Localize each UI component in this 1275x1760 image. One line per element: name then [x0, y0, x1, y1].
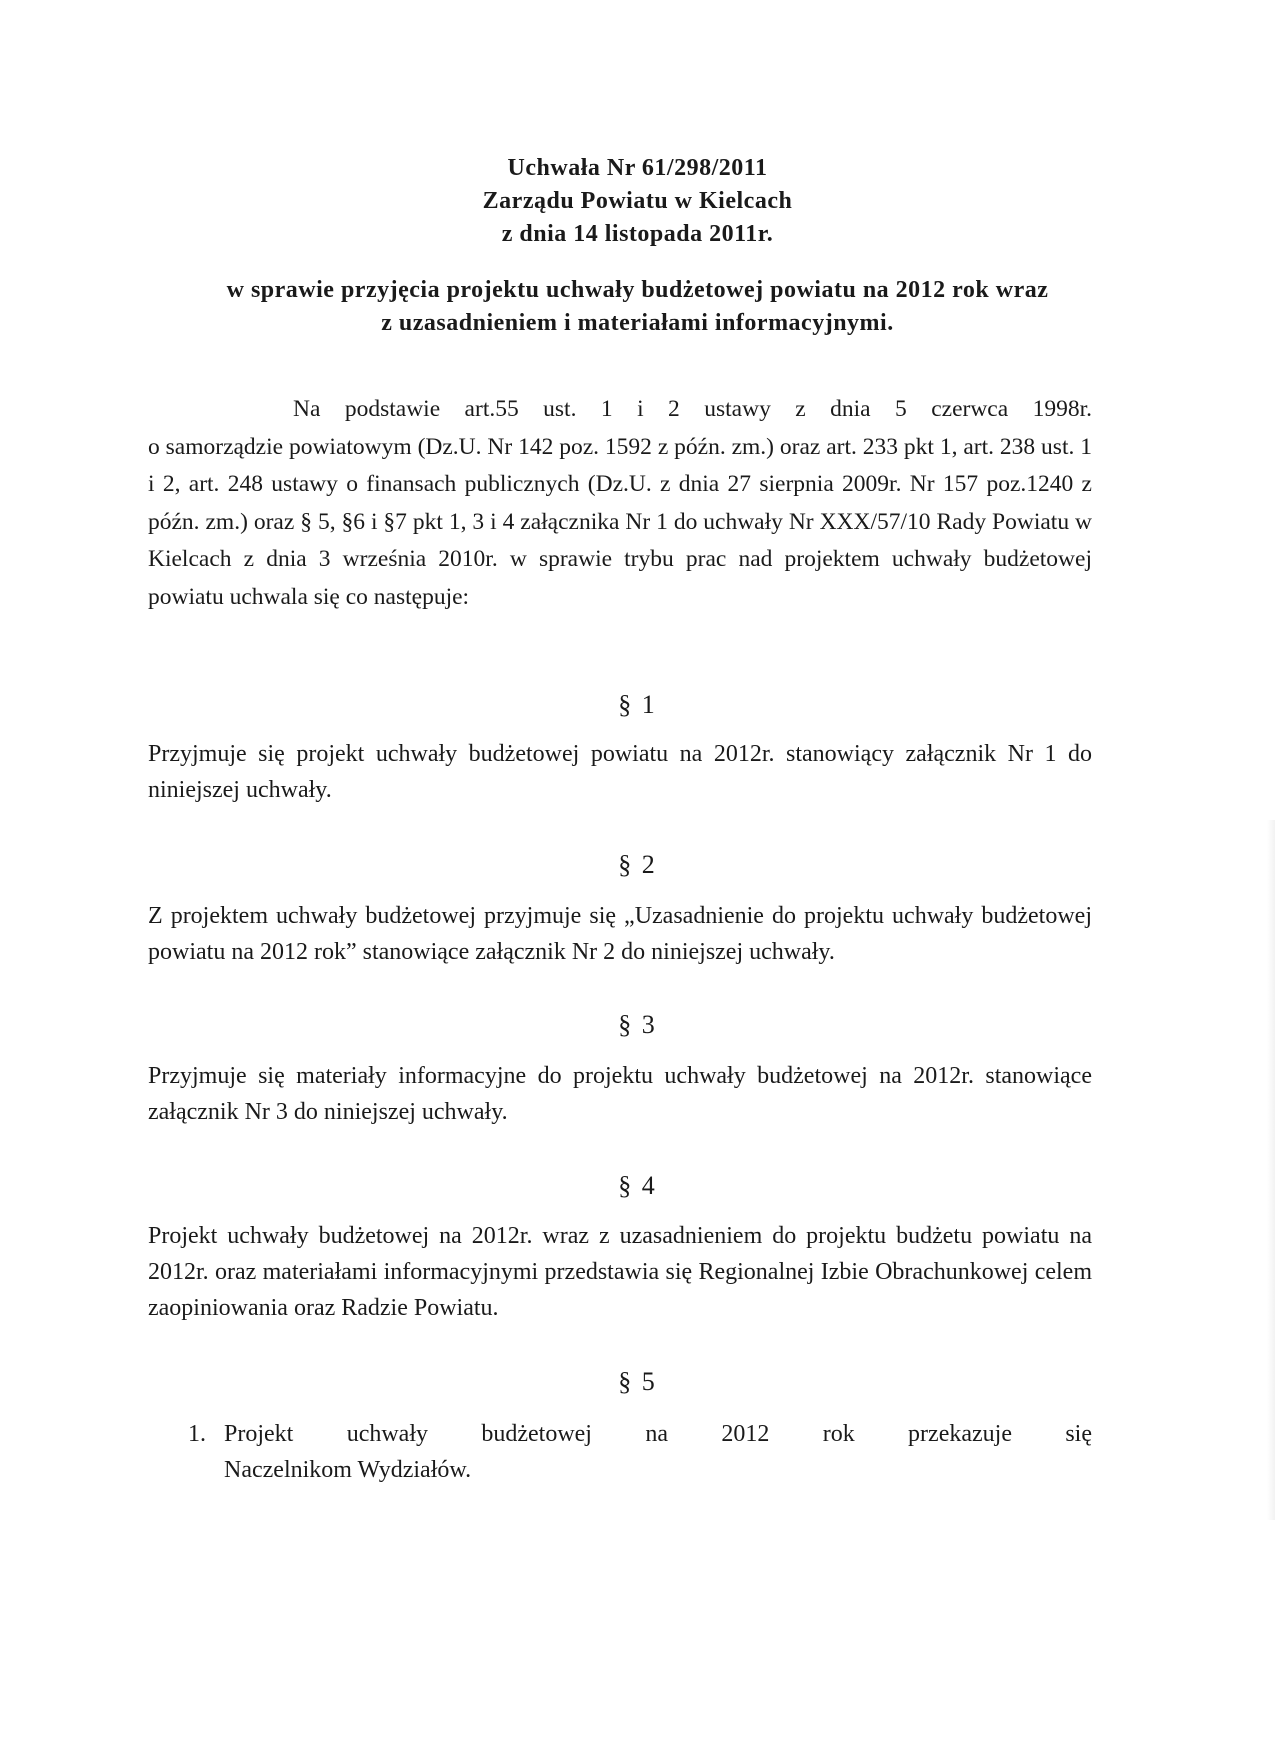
section-2-title: § 2	[618, 850, 657, 879]
legal-basis-paragraph	[148, 391, 1092, 617]
list-item-number: 1.	[188, 1421, 206, 1447]
section-4-title: § 4	[618, 1171, 657, 1200]
section-1-title: § 1	[618, 690, 657, 719]
list-item-line-1: Projekt uchwały budżetowej na 2012 rok przekazuje się	[224, 1421, 1092, 1447]
section-5-title: § 5	[618, 1367, 657, 1396]
section-3-title: § 3	[618, 1010, 657, 1039]
issuing-body: Zarządu Powiatu w Kielcach	[482, 188, 793, 214]
subject-line-2: z uzasadnieniem i materiałami informacyjnymi.	[381, 310, 894, 336]
legal-basis-first-line: Na podstawie art.55 ust. 1 i 2 ustawy z dnia 5 czerwca 1998r.	[293, 396, 1092, 422]
section-2-text: Z projektem uchwały budżetowej przyjmuje się „Uzasadnienie do projektu uchwały budżetowej powiatu na 2012 rok” stanowiące załącznik Nr 2 do niniejszej uchwały.	[148, 903, 1092, 965]
list-item	[188, 1416, 1092, 1488]
resolution-subject	[0, 274, 1275, 340]
resolution-header	[0, 152, 1275, 251]
legal-basis-text: o samorządzie powiatowym (Dz.U. Nr 142 poz. 1592 z późn. zm.) oraz art. 233 pkt 1, art. 238 ust. 1 i 2, art. 248 ustawy o finansach publicznych (Dz.U. z dnia 27 sierpnia 2009r. Nr 157 poz.1240 z późn. zm.) oraz § 5, §6 i §7 pkt 1, 3 i 4 załącznika Nr 1 do uchwały Nr XXX/57/10 Rady Powiatu w Kielcach z dnia 3 września 2010r. w sprawie trybu prac nad projektem uchwały budżetowej powiatu uchwala się co następuje:	[148, 433, 1092, 610]
resolution-number: Uchwała Nr 61/298/2011	[507, 155, 768, 181]
list-item-line-2: Naczelnikom Wydziałów.	[224, 1457, 472, 1483]
section-3-text: Przyjmuje się materiały informacyjne do projektu uchwały budżetowej na 2012r. stanowiące załącznik Nr 3 do niniejszej uchwały.	[148, 1063, 1092, 1125]
section-1-text: Przyjmuje się projekt uchwały budżetowej powiatu na 2012r. stanowiący załącznik Nr 1 do niniejszej uchwały.	[148, 741, 1092, 803]
subject-line-1: w sprawie przyjęcia projektu uchwały budżetowej powiatu na 2012 rok wraz	[226, 277, 1049, 303]
resolution-date: z dnia 14 listopada 2011r.	[501, 221, 774, 247]
section-4-text: Projekt uchwały budżetowej na 2012r. wraz z uzasadnieniem do projektu budżetu powiatu na 2012r. oraz materiałami informacyjnymi przedstawia się Regionalnej Izbie Obrachunkowej celem zaopiniowania oraz Radzie Powiatu.	[148, 1223, 1092, 1321]
scan-edge-shadow	[1267, 820, 1275, 1520]
list-item-text	[224, 1416, 1092, 1488]
